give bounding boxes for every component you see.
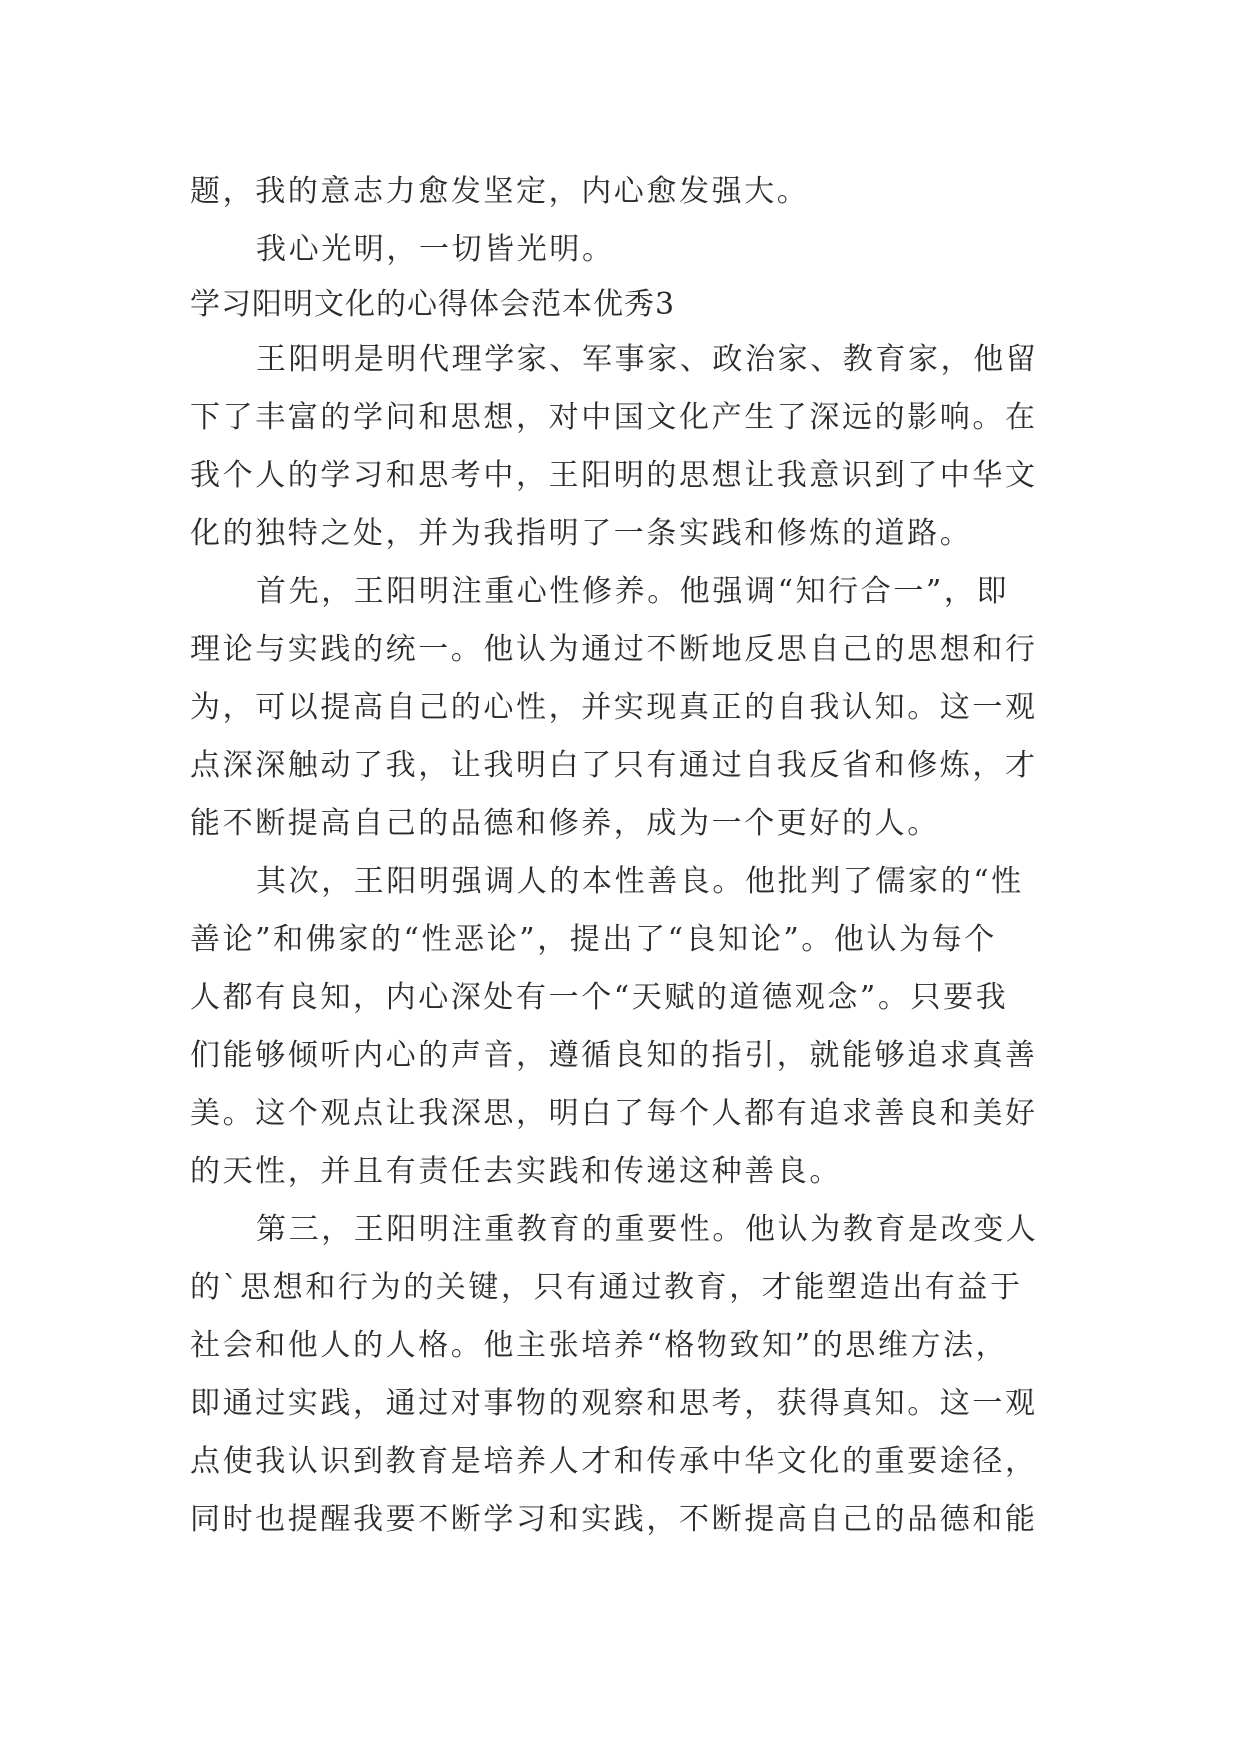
section-heading: 学习阳明文化的心得体会范本优秀3 bbox=[190, 287, 676, 322]
text-line: 我个人的学习和思考中，王阳明的思想让我意识到了中华文 bbox=[190, 458, 1038, 493]
text-line: 的`思想和行为的关键，只有通过教育，才能塑造出有益于 bbox=[190, 1270, 1023, 1305]
text-line: 的天性，并且有责任去实践和传递这种善良。 bbox=[190, 1154, 842, 1189]
text-line: 下了丰富的学问和思想，对中国文化产生了深远的影响。在 bbox=[190, 400, 1038, 435]
text-line: 我心光明，一切皆光明。 bbox=[256, 232, 615, 267]
text-line: 为，可以提高自己的心性，并实现真正的自我认知。这一观 bbox=[190, 690, 1038, 725]
text-line: 化的独特之处，并为我指明了一条实践和修炼的道路。 bbox=[190, 516, 973, 551]
text-line: 们能够倾听内心的声音，遵循良知的指引，就能够追求真善 bbox=[190, 1038, 1038, 1073]
text-line: 点深深触动了我，让我明白了只有通过自我反省和修炼，才 bbox=[190, 748, 1038, 783]
text-line: 其次，王阳明强调人的本性善良。他批判了儒家的“性 bbox=[256, 864, 1024, 899]
text-line: 即通过实践，通过对事物的观察和思考，获得真知。这一观 bbox=[190, 1386, 1038, 1421]
text-line: 题，我的意志力愈发坚定，内心愈发强大。 bbox=[190, 174, 810, 209]
text-line: 美。这个观点让我深思，明白了每个人都有追求善良和美好 bbox=[190, 1096, 1038, 1131]
text-line: 第三，王阳明注重教育的重要性。他认为教育是改变人 bbox=[256, 1212, 1039, 1247]
text-line: 人都有良知，内心深处有一个“天赋的道德观念”。只要我 bbox=[190, 980, 1009, 1015]
document-body bbox=[190, 163, 1050, 1549]
text-line: 善论”和佛家的“性恶论”，提出了“良知论”。他认为每个 bbox=[190, 922, 997, 957]
text-line: 理论与实践的统一。他认为通过不断地反思自己的思想和行 bbox=[190, 632, 1038, 667]
text-line: 社会和他人的人格。他主张培养“格物致知”的思维方法， bbox=[190, 1328, 1009, 1363]
text-line: 能不断提高自己的品德和修养，成为一个更好的人。 bbox=[190, 806, 940, 841]
text-line: 王阳明是明代理学家、军事家、政治家、教育家，他留 bbox=[256, 342, 1039, 377]
text-line: 点使我认识到教育是培养人才和传承中华文化的重要途径， bbox=[190, 1444, 1038, 1479]
text-line: 同时也提醒我要不断学习和实践，不断提高自己的品德和能 bbox=[190, 1502, 1038, 1537]
text-line: 首先，王阳明注重心性修养。他强调“知行合一”，即 bbox=[256, 574, 1010, 609]
